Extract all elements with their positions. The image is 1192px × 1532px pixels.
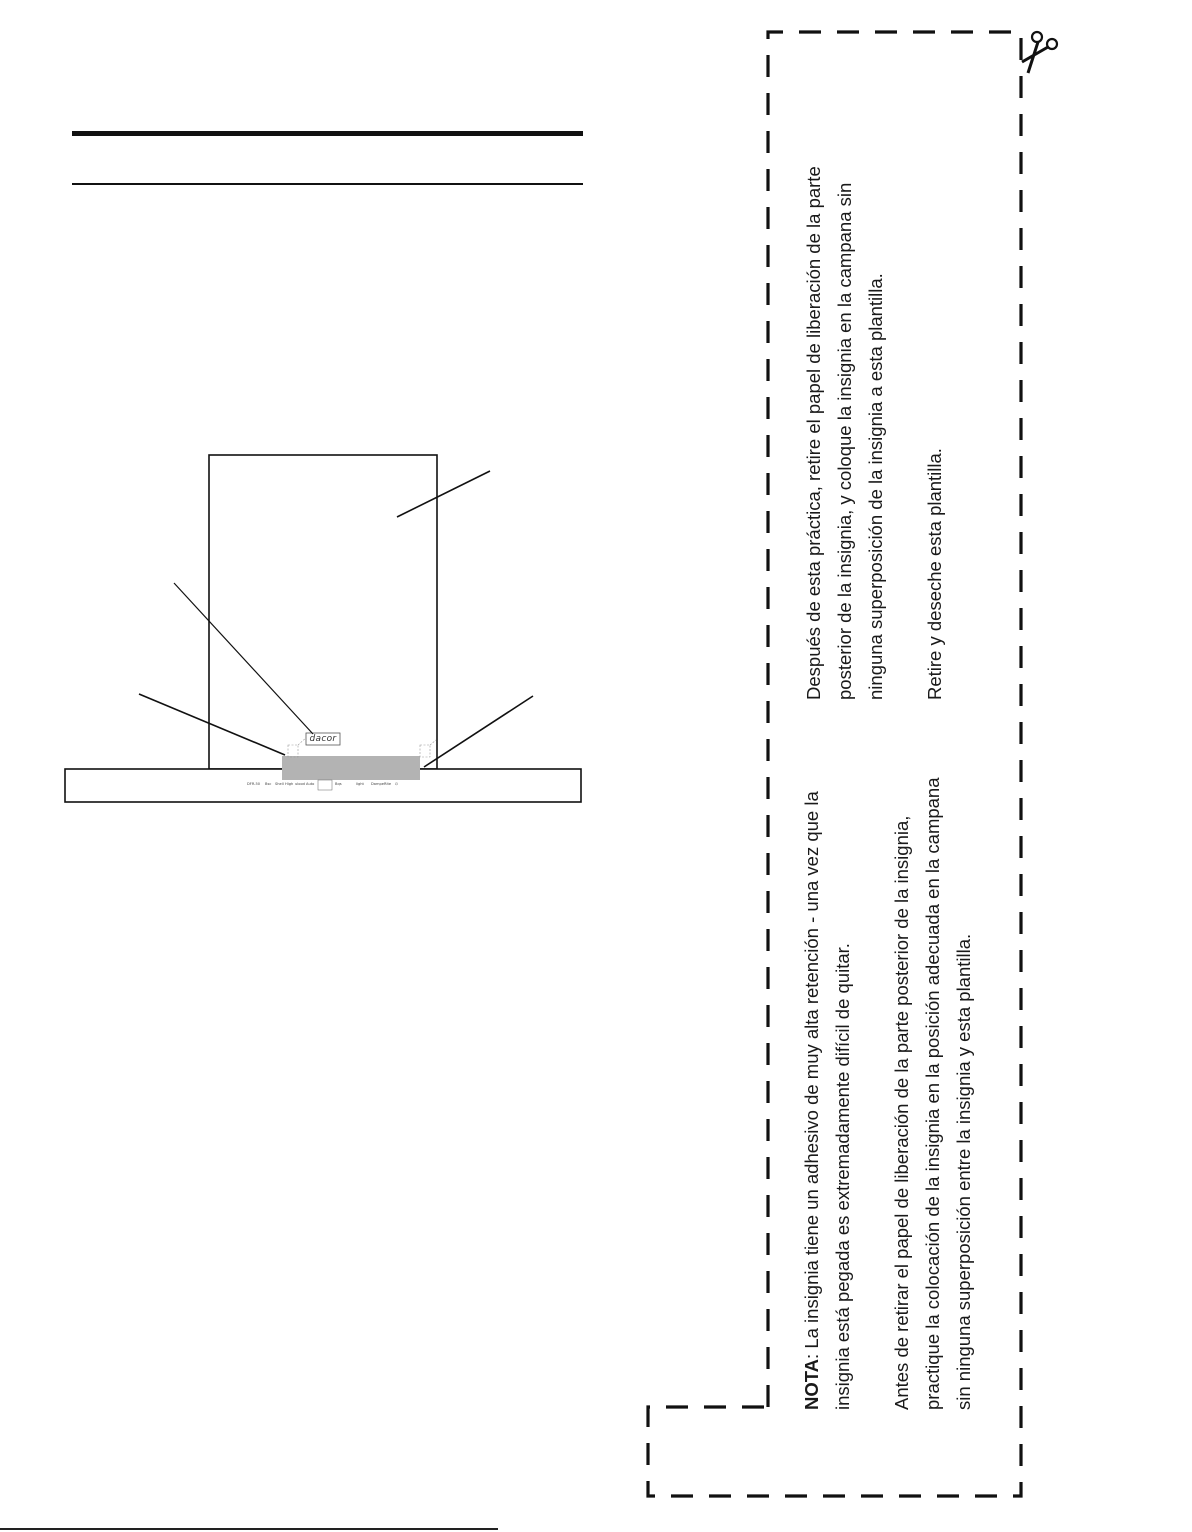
panel-label: Shell <box>275 782 284 786</box>
panel-label: DFR-50 <box>247 782 261 786</box>
panel-label: Bsc <box>265 782 272 786</box>
panel-label: ⏻ <box>395 782 398 786</box>
scissors-icon <box>1016 28 1062 76</box>
hood-chimney <box>209 455 437 769</box>
leader-right-edge <box>424 696 533 767</box>
panel-label: ulood <box>295 782 305 786</box>
panel-label: light <box>356 782 364 786</box>
panel-label: Auto <box>306 782 315 786</box>
note-sentence: : La insignia tiene un adhesivo de muy alta retención - una vez que la insignia está pegada es extremadamente difícil de quitar. <box>801 791 853 1410</box>
note-paragraph-1 <box>796 770 858 1410</box>
panel-label: DampeRite <box>371 782 392 786</box>
note-paragraph-2: Antes de retirar el papel de liberación de la parte posterior de la insignia, practique la colocación de la insignia en la posición adecuada en la campana sin ninguna superposición entre la insignia y esta plantilla. <box>891 777 974 1410</box>
note-label: NOTA <box>801 1358 822 1410</box>
panel-label: High <box>285 782 294 786</box>
instruction-paragraph-1: Después de esta práctica, retire el papel de liberación de la parte posterior de la insignia, y coloque la insignia en la campana sin ninguna superposición de la insignia a esta plantilla. <box>803 166 886 700</box>
badge-placement-area <box>282 756 420 780</box>
removal-instructions <box>798 140 998 700</box>
footer-rule <box>0 1528 498 1530</box>
badge-logo-text: dacor <box>309 734 337 744</box>
panel-label: Bqs <box>335 782 342 786</box>
range-hood-illustration <box>0 0 600 830</box>
badge-note <box>796 770 974 1410</box>
control-panel-labels <box>240 782 420 792</box>
instruction-paragraph-2: Retire y deseche esta plantilla. <box>924 448 945 700</box>
